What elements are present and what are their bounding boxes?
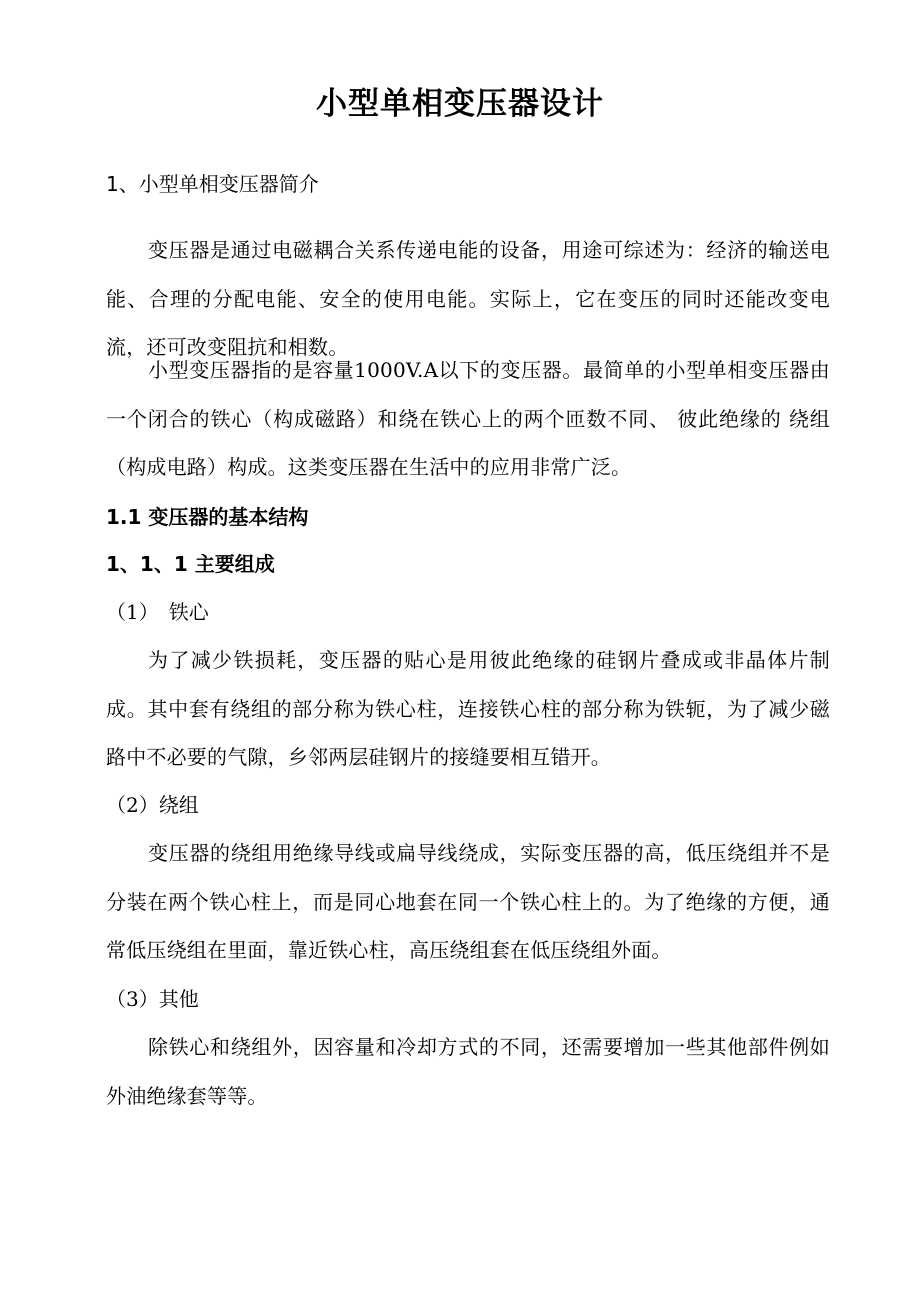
paragraph-intro-1: 变压器是通过电磁耦合关系传递电能的设备，用途可综述为：经济的输送电能、合理的分配电能、安全的使用电能。实际上，它在变压的同时还能改变电流，还可改变阻抗和相数。: [106, 238, 830, 359]
section-heading-components: 1、1、1 主要组成: [106, 552, 275, 576]
paragraph-intro-2: 小型变压器指的是容量1000V.A以下的变压器。最简单的小型单相变压器由一个闭合的铁心（构成磁路）和绕在铁心上的两个匝数不同、 彼此绝缘的 绕组（构成电路）构成。这类变压器在生活中的应用非常广泛。: [106, 358, 830, 479]
paragraph-winding: 变压器的绕组用绝缘导线或扁导线绕成，实际变压器的高，低压绕组并不是分装在两个铁心柱上，而是同心地套在同一个铁心柱上的。为了绝缘的方便，通常低压绕组在里面，靠近铁心柱，高压绕组套在低压绕组外面。: [106, 841, 830, 962]
section-heading-structure: 1.1 变压器的基本结构: [106, 505, 309, 529]
section-heading-intro: 1、小型单相变压器简介: [106, 172, 319, 196]
paragraph-other: 除铁心和绕组外，因容量和冷却方式的不同，还需要增加一些其他部件例如外油绝缘套等等。: [106, 1035, 830, 1108]
subheading-other: （3）其他: [106, 987, 199, 1011]
document-title: 小型单相变压器设计: [316, 86, 604, 122]
paragraph-core: 为了减少铁损耗，变压器的贴心是用彼此绝缘的硅钢片叠成或非晶体片制成。其中套有绕组的部分称为铁心柱，连接铁心柱的部分称为铁轭，为了减少磁路中不必要的气隙，乡邻两层硅钢片的接缝要相互错开。: [106, 648, 830, 769]
subheading-core: （1） 铁心: [106, 600, 209, 624]
subheading-winding: （2）绕组: [106, 793, 199, 817]
